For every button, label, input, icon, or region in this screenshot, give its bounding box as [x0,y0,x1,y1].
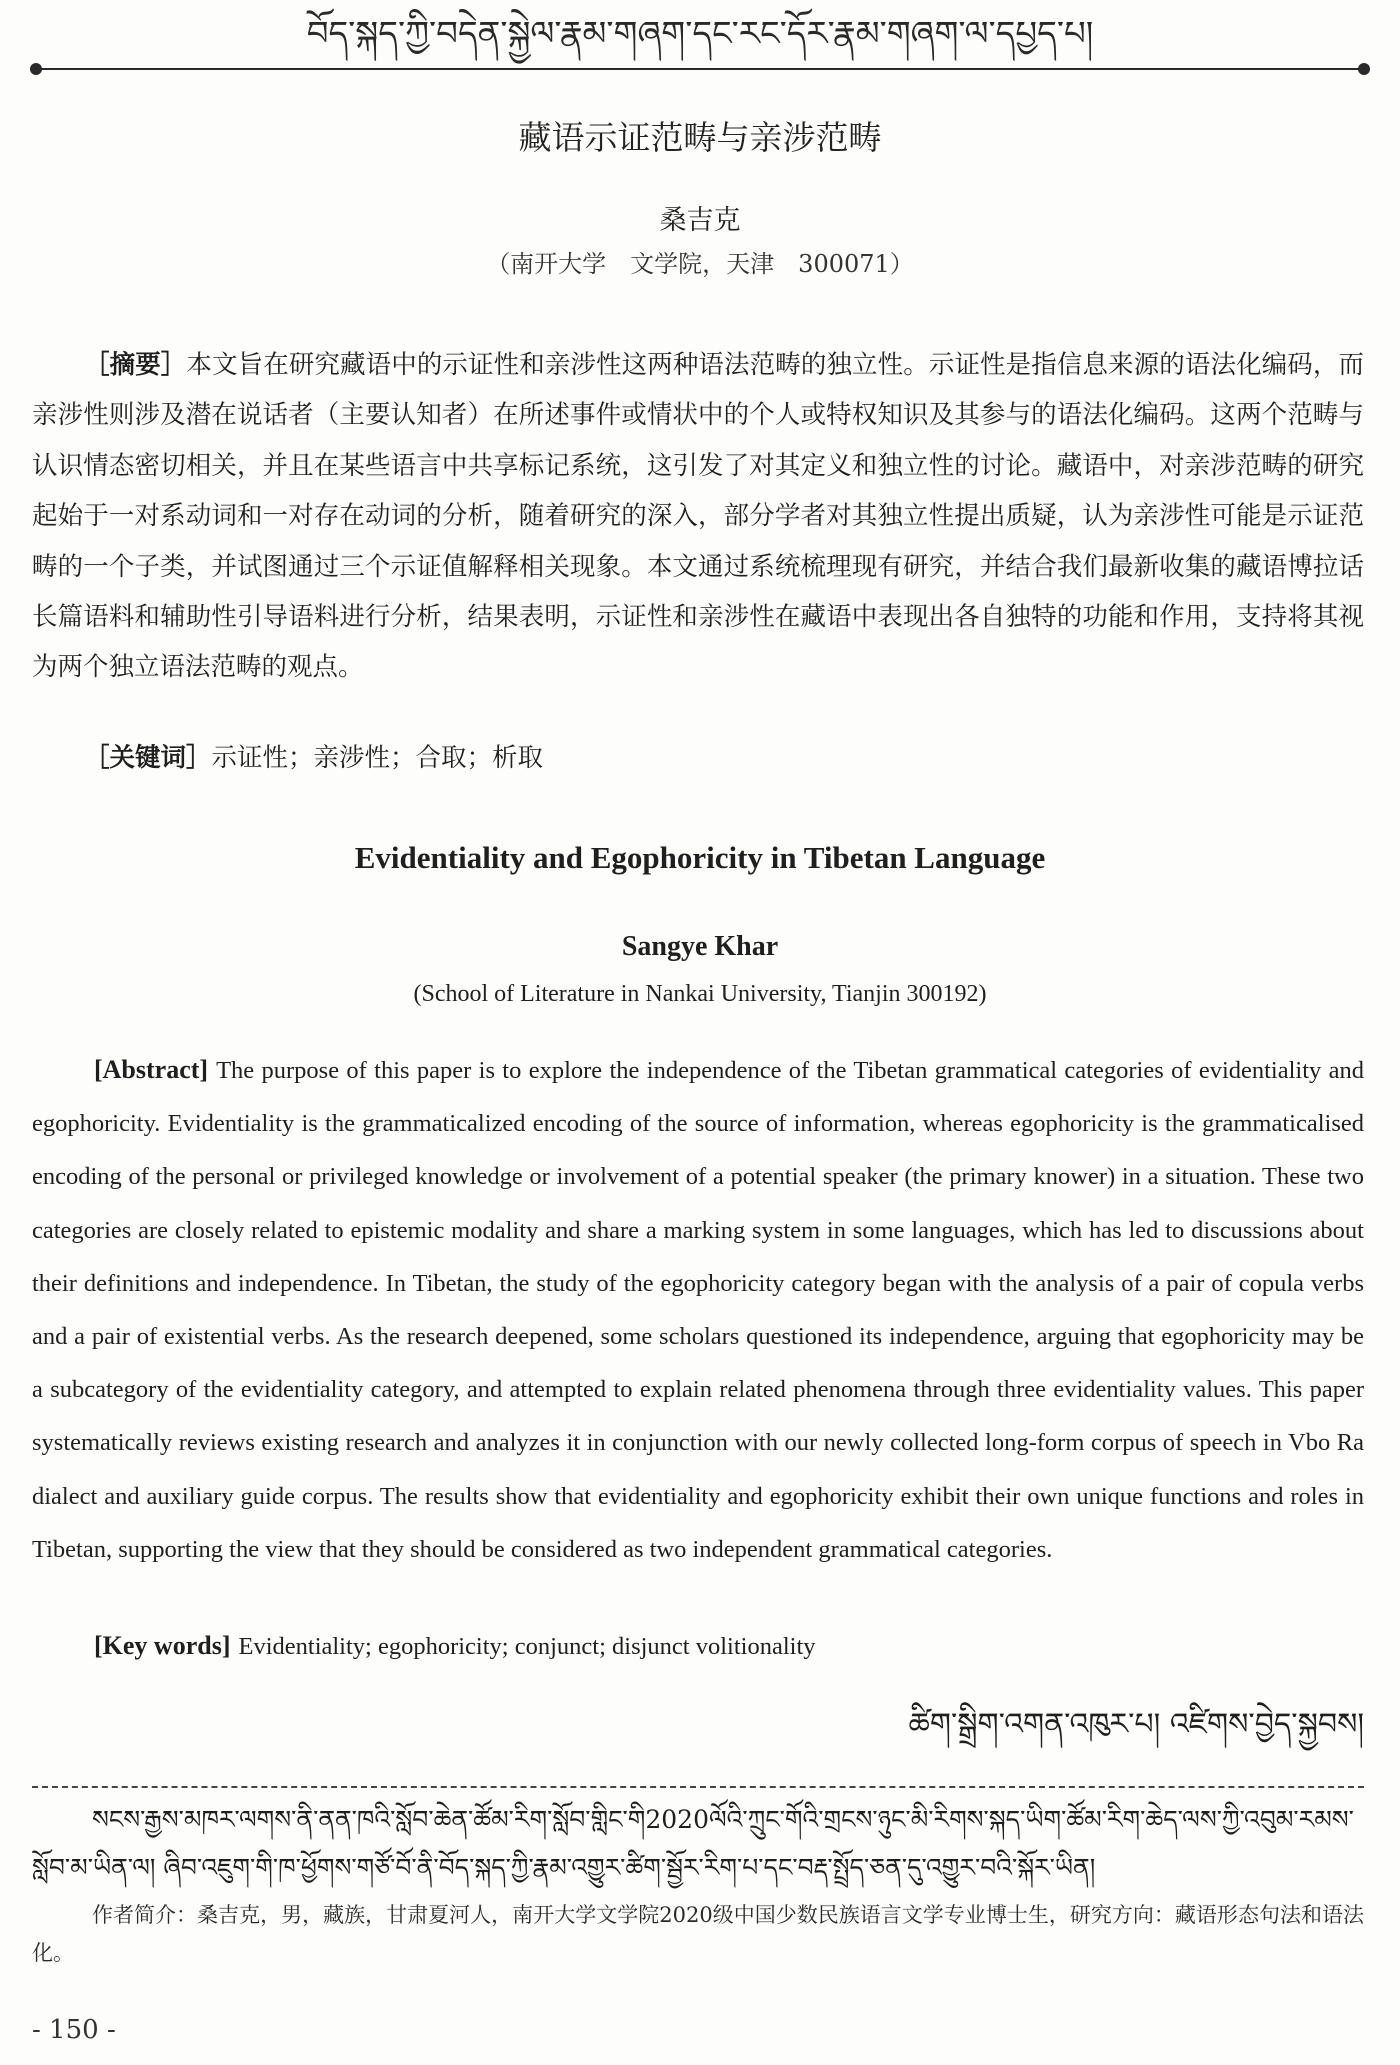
chinese-author: 桑吉克 [659,205,741,236]
chinese-abstract [32,340,1364,693]
chinese-title: 藏语示证范畴与亲涉范畴 [518,118,882,157]
tibetan-author-note: སངས་རྒྱས་མཁར་ལགས་ནི་ནན་ཁའི་སློབ་ཆེན་ཚོམ་རིག་སློབ་གླིང་གི2020ལོའི་ཀྲུང་གོའི་གྲངས་ཉུང་མི་རིགས་སྐད་ཡིག་ཚོམ་རིག་ཆེད་ལས་ཀྱི་འབུམ་རམས་སློབ་མ་ཡིན་ལ། ཞིབ་འཇུག་གི་ཁ་ཕྱོགས་གཙོ་བོ་ནི་བོད་སྐད་ཀྱི་རྣམ་འགྱུར་ཚིག་སྦྱོར་རིག་པ་དང་བརྡ་སྤྲོད་ཅན་དུ་འགྱུར་བའི་སྐོར་ཡིན། [32,1805,1354,1882]
chinese-keywords [84,736,1364,780]
chinese-keywords-label: ［关键词］ [84,743,212,773]
chinese-author-note: 作者简介：桑吉克，男，藏族，甘肃夏河人，南开大学文学院2020级中国少数民族语言文学专业博士生，研究方向：藏语形态句法和语法化。 [32,1903,1364,1965]
chinese-keywords-text: 示证性；亲涉性；合取；析取 [211,743,544,773]
page-number: - 150 - [32,2015,116,2045]
english-affiliation: (School of Literature in Nankai University, Tianjin 300192) [413,981,987,1007]
rule-dot-right [1358,63,1370,75]
english-author: Sangye Khar [621,931,779,962]
english-abstract [32,1043,1364,1576]
english-title: Evidentiality and Egophoricity in Tibetan Language [354,840,1046,875]
chinese-affiliation: （南开大学 文学院，天津 300071） [486,250,914,278]
english-abstract-text: The purpose of this paper is to explore the independence of the Tibetan grammatical categories of evidentiality and egophoricity. Evidentiality is the grammaticalized encoding of the source of information, whereas egophoricity is the grammaticalised encoding of the personal or privileged knowledge or involvement of a potential speaker (the primary knower) in a situation. These two categories are closely related to epistemic modality and share a marking system in some languages, which has led to discussions about their definitions and independence. In Tibetan, the study of the egophoricity category began with the analysis of a pair of copula verbs and a pair of existential verbs. As the research deepened, some scholars questioned its independence, arguing that egophoricity may be a subcategory of the evidentiality category, and attempted to explain related phenomena through three evidentiality values. This paper systematically reviews existing research and analyzes it in conjunction with our newly collected long-form corpus of speech in Vbo Ra dialect and auxiliary guide corpus. The results show that evidentiality and egophoricity exhibit their own unique functions and roles in Tibetan, supporting the view that they should be considered as two independent grammatical categories. [32,1057,1364,1563]
chinese-abstract-label: ［摘要］ [84,350,187,380]
chinese-abstract-text: 本文旨在研究藏语中的示证性和亲涉性这两种语法范畴的独立性。示证性是指信息来源的语法化编码，而亲涉性则涉及潜在说话者（主要认知者）在所述事件或情状中的个人或特权知识及其参与的语法化编码。这两个范畴与认识情态密切相关，并且在某些语言中共享标记系统，这引发了对其定义和独立性的讨论。藏语中，对亲涉范畴的研究起始于一对系动词和一对存在动词的分析，随着研究的深入，部分学者对其独立性提出质疑，认为亲涉性可能是示证范畴的一个子类，并试图通过三个示证值解释相关现象。本文通过系统梳理现有研究，并结合我们最新收集的藏语博拉话长篇语料和辅助性引导语料进行分析，结果表明，示证性和亲涉性在藏语中表现出各自独特的功能和作用，支持将其视为两个独立语法范畴的观点。 [32,350,1364,683]
header-rule [36,68,1364,70]
english-keywords-text: Evidentiality; egophoricity; conjunct; disjunct volitionality [238,1633,816,1660]
english-abstract-label: [Abstract] [94,1055,209,1084]
english-keywords-label: [Key words] [94,1631,231,1660]
footnote-divider [32,1786,1364,1788]
english-keywords [94,1624,1364,1669]
tibetan-editor-line: ཚིག་སྒྲིག་འགན་འཁུར་པ། འཛིགས་བྱེད་སྐྱབས། [908,1707,1364,1742]
running-head: བོད་སྐད་ཀྱི་བདེན་སྐྱེལ་རྣམ་གཞག་དང་རང་དོར་རྣམ་གཞག་ལ་དཔྱད་པ། [306,14,1094,54]
